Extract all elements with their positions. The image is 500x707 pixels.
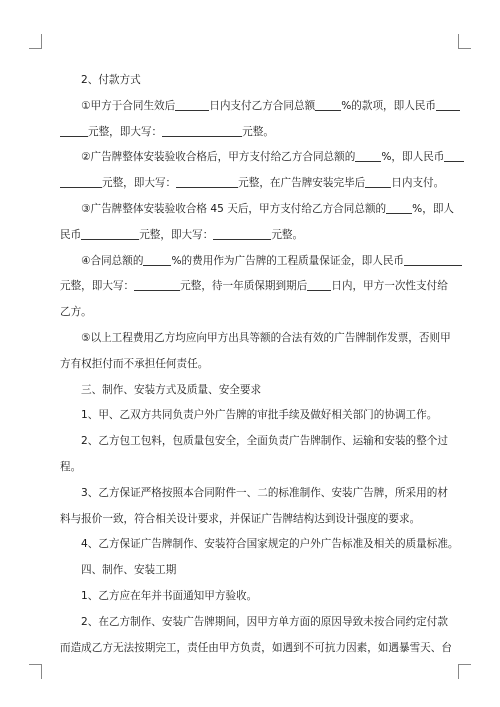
blank-field[interactable]	[143, 253, 171, 266]
production-item-3-line-2: 料与报价一致，符合相关设计要求，并保证广告牌结构达到设计强度的要求。	[60, 512, 421, 525]
section-heading-production: 三、制作、安装方式及质量、安全要求	[81, 383, 262, 396]
blank-field[interactable]	[134, 278, 180, 291]
production-item-1: 1、甲、乙双方共同负责户外广告牌的审批手续及做好相关部门的协调工作。	[81, 409, 438, 422]
payment-clause-4-line-1: ④合同总额的 %的费用作为广告牌的工程质量保证金，即人民币	[60, 249, 442, 275]
payment-clause-1-line-1: ①甲方于合同生效后 日内支付乙方合同总额 %的款项，即人民币	[60, 94, 442, 120]
blank-field[interactable]	[404, 253, 462, 266]
schedule-item-2-line-1: 2、在乙方制作、安装广告牌期间，因甲方单方面的原因导致未按合同约定付款	[81, 615, 448, 628]
payment-clause-1-line-2: 元整，即大写： 元整。	[60, 120, 442, 146]
section-heading-schedule: 四、制作、安装工期	[81, 564, 177, 577]
blank-field[interactable]	[60, 124, 88, 137]
blank-field[interactable]	[355, 149, 381, 162]
payment-clause-3-line-2: 民币 元整，即大写： 元整。	[60, 228, 304, 241]
blank-field[interactable]	[307, 278, 331, 291]
production-item-4: 4、乙方保证广告牌制作、安装符合国家规定的户外广告标准及相关的质量标准。	[81, 538, 459, 551]
blank-field[interactable]	[162, 124, 242, 137]
payment-clause-5-line-2: 方有权拒付而不承担任何责任。	[60, 357, 209, 370]
payment-clause-2-line-2: 元整，即大写： 元整，在广告牌安装完毕后 日内支付。	[60, 171, 442, 197]
schedule-item-2-line-2: 而造成乙方无法按期完工，责任由甲方负责，如遇到不可抗力因素，如遇暴雪天、台	[60, 641, 452, 654]
blank-field[interactable]	[444, 149, 464, 162]
blank-field[interactable]	[81, 227, 139, 240]
payment-clause-5-line-1: ⑤以上工程费用乙方均应向甲方出具等额的合法有效的广告牌制作发票，否则甲	[81, 331, 451, 344]
blank-field[interactable]	[60, 175, 102, 188]
payment-clause-3-line-1: ③广告牌整体安装验收合格 45 天后，甲方支付给乙方合同总额的 %，即人	[81, 202, 455, 215]
document-body	[60, 68, 459, 661]
schedule-item-1: 1、乙方应在年并书面通知甲方验收。	[81, 589, 258, 602]
crop-mark-top-left	[29, 34, 42, 49]
blank-field[interactable]	[365, 175, 391, 188]
blank-field[interactable]	[213, 227, 271, 240]
production-item-3-line-1: 3、乙方保证严格按照本合同附件一、二的标准制作、安装广告牌，所采用的材	[81, 486, 448, 499]
blank-field[interactable]	[175, 98, 209, 111]
section-heading-payment: 2、付款方式	[81, 74, 141, 86]
blank-field[interactable]	[386, 201, 412, 214]
payment-clause-2-line-1: ②广告牌整体安装验收合格后，甲方支付给乙方合同总额的 %，即人民币	[60, 145, 442, 171]
production-item-2-line-1: 2、乙方包工包料，包质量包安全，全面负责广告牌制作、运输和安装的整个过	[81, 435, 448, 448]
crop-mark-top-right	[458, 34, 471, 49]
crop-mark-bottom-right	[458, 664, 471, 679]
payment-clause-4-line-3: 乙方。	[60, 306, 92, 319]
payment-clause-4-line-2: 元整，即大写： 元整，待一年质保期到期后 日内，甲方一次性支付给	[60, 280, 448, 293]
crop-mark-bottom-left	[29, 664, 42, 679]
production-item-2-line-2: 程。	[60, 460, 82, 473]
blank-field[interactable]	[176, 175, 238, 188]
blank-field[interactable]	[436, 98, 460, 111]
blank-field[interactable]	[315, 98, 341, 111]
